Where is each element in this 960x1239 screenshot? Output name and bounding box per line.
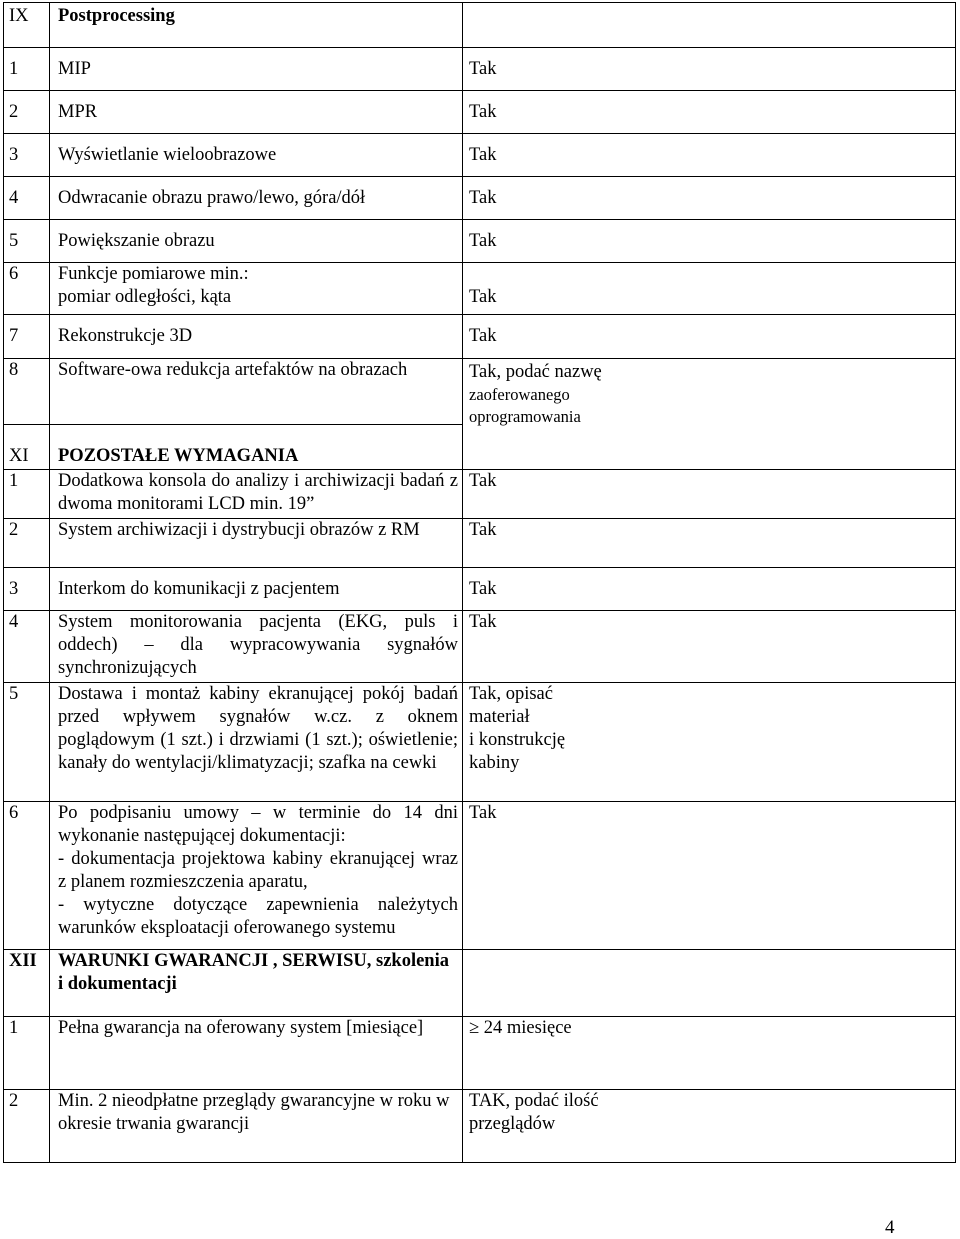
item-number: 7 <box>4 315 50 359</box>
item-description: System archiwizacji i dystrybucji obrazów z RM <box>50 519 463 568</box>
item-value: Tak <box>463 134 956 177</box>
item-description: Software-owa redukcja artefaktów na obrazach <box>50 359 463 425</box>
section-title: WARUNKI GWARANCJI , SERWISU, szkolenia i dokumentacji <box>50 950 463 1017</box>
item-value: Tak <box>463 315 956 359</box>
section-number: IX <box>4 3 50 48</box>
table-row <box>4 1090 956 1163</box>
item-description: Dodatkowa konsola do analizy i archiwizacji badań z dwoma monitorami LCD min. 19” <box>50 470 463 519</box>
item-value: Tak <box>463 611 956 683</box>
item-value: Tak <box>463 48 956 91</box>
page-number: 4 <box>885 1217 895 1238</box>
table-row <box>4 802 956 950</box>
table-row <box>4 48 956 91</box>
table-row <box>4 359 956 425</box>
item-value: Tak <box>463 519 956 568</box>
table-row <box>4 519 956 568</box>
table-row <box>4 611 956 683</box>
item-value: Tak <box>463 220 956 263</box>
item-value <box>463 359 956 470</box>
table-row <box>4 220 956 263</box>
item-number: 4 <box>4 177 50 220</box>
section-number: XI <box>4 425 50 470</box>
item-value-note: zaoferowanego oprogramowania <box>469 385 581 426</box>
table-row <box>4 1017 956 1090</box>
item-description: Interkom do komunikacji z pacjentem <box>50 568 463 611</box>
item-description: Pełna gwarancja na oferowany system [miesiące] <box>50 1017 463 1090</box>
item-value: Tak, opisać materiał i konstrukcję kabiny <box>463 683 956 802</box>
item-value: Tak <box>463 470 956 519</box>
item-description: Funkcje pomiarowe min.: pomiar odległości, kąta <box>50 263 463 315</box>
item-number: 2 <box>4 519 50 568</box>
item-number: 5 <box>4 220 50 263</box>
item-number: 1 <box>4 470 50 519</box>
item-value: Tak <box>463 568 956 611</box>
item-description: Powiększanie obrazu <box>50 220 463 263</box>
item-number: 3 <box>4 134 50 177</box>
item-description: Wyświetlanie wieloobrazowe <box>50 134 463 177</box>
table-row <box>4 91 956 134</box>
item-value: ≥ 24 miesięce <box>463 1017 956 1090</box>
item-number: 6 <box>4 263 50 315</box>
requirements-table <box>3 2 956 1163</box>
item-number: 1 <box>4 48 50 91</box>
table-row <box>4 263 956 315</box>
item-value: TAK, podać ilość przeglądów <box>463 1090 956 1163</box>
item-value: Tak <box>463 802 956 950</box>
item-number: 2 <box>4 91 50 134</box>
item-description: Min. 2 nieodpłatne przeglądy gwarancyjne w roku w okresie trwania gwarancji <box>50 1090 463 1163</box>
table-row <box>4 683 956 802</box>
item-value: Tak <box>463 177 956 220</box>
table-row <box>4 568 956 611</box>
item-value-main: Tak, podać nazwę <box>469 362 602 382</box>
item-number: 1 <box>4 1017 50 1090</box>
item-number: 2 <box>4 1090 50 1163</box>
item-description: Rekonstrukcje 3D <box>50 315 463 359</box>
section-header-row <box>4 3 956 48</box>
item-number: 8 <box>4 359 50 425</box>
table-row <box>4 315 956 359</box>
item-description: MPR <box>50 91 463 134</box>
table-row <box>4 470 956 519</box>
item-value <box>463 950 956 1017</box>
item-description: MIP <box>50 48 463 91</box>
item-number: 6 <box>4 802 50 950</box>
item-description: Dostawa i montaż kabiny ekranującej pokój badań przed wpływem sygnałów w.cz. z oknem poglądowym (1 szt.) i drzwiami (1 szt.); oświetlenie; kanały do wentylacji/klimatyzacji; szafka na cewki <box>50 683 463 802</box>
item-number: 3 <box>4 568 50 611</box>
section-title: POZOSTAŁE WYMAGANIA <box>50 425 463 470</box>
section-number: XII <box>4 950 50 1017</box>
item-value: Tak <box>463 263 956 315</box>
item-value <box>463 3 956 48</box>
table-row <box>4 177 956 220</box>
section-title: Postprocessing <box>50 3 463 48</box>
item-description: Po podpisaniu umowy – w terminie do 14 dni wykonanie następującej dokumentacji: - dokumentacja projektowa kabiny ekranującej wraz z planem rozmieszczenia aparatu, - wytyczne dotyczące zapewnienia należytych warunków eksploatacji oferowanego systemu <box>50 802 463 950</box>
item-description: Odwracanie obrazu prawo/lewo, góra/dół <box>50 177 463 220</box>
item-value: Tak <box>463 91 956 134</box>
item-number: 5 <box>4 683 50 802</box>
item-number: 4 <box>4 611 50 683</box>
item-description: System monitorowania pacjenta (EKG, puls i oddech) – dla wypracowywania sygnałów synchronizujących <box>50 611 463 683</box>
table-row <box>4 134 956 177</box>
section-header-row <box>4 950 956 1017</box>
